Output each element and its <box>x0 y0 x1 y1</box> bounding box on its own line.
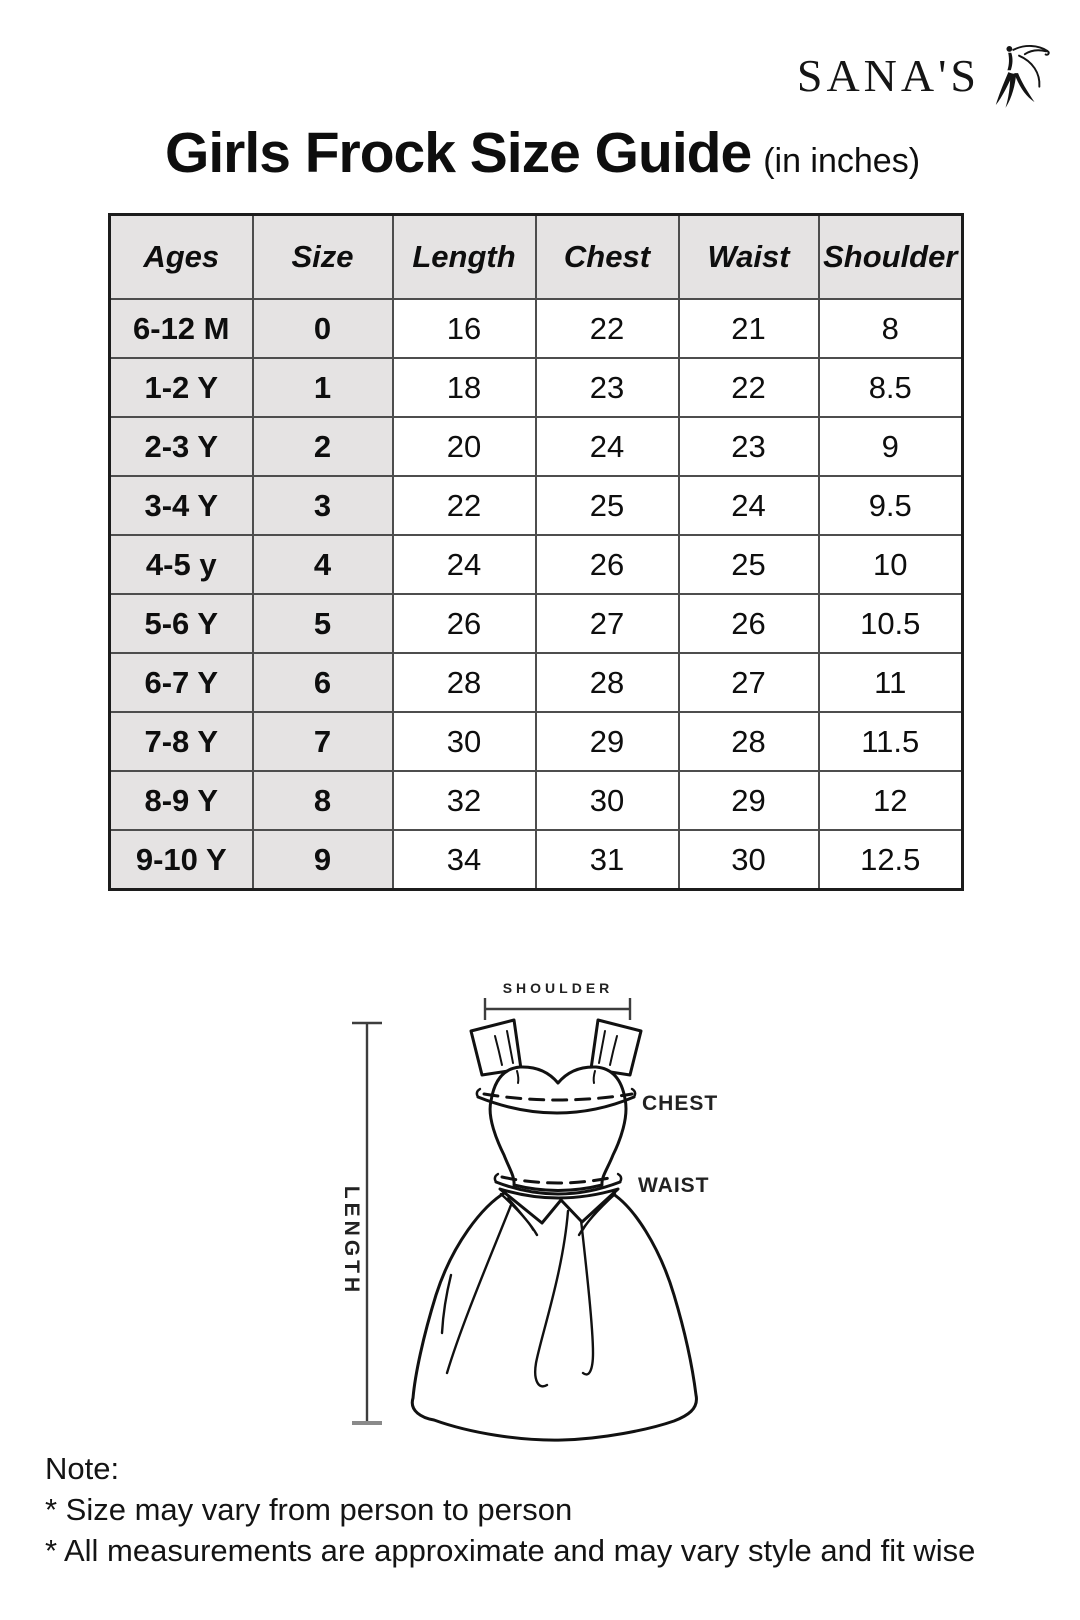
table-cell: 1-2 Y <box>110 358 253 417</box>
header-cell: Chest <box>536 215 679 300</box>
table-cell: 5 <box>253 594 393 653</box>
table-cell: 30 <box>393 712 536 771</box>
note-line: * All measurements are approximate and may vary style and fit wise <box>45 1533 976 1568</box>
table-cell: 26 <box>536 535 679 594</box>
table-cell: 3 <box>253 476 393 535</box>
table-row <box>110 417 963 476</box>
length-label: LENGTH <box>340 1185 363 1297</box>
shoulder-label: SHOULDER <box>502 980 614 996</box>
table-cell: 23 <box>679 417 819 476</box>
brand-logo <box>797 40 1050 112</box>
table-row <box>110 653 963 712</box>
shoulder-measure-line <box>485 998 630 1020</box>
table-row <box>110 594 963 653</box>
table-row <box>110 830 963 890</box>
notes-block <box>45 1448 975 1571</box>
header-cell: Waist <box>679 215 819 300</box>
table-cell: 2 <box>253 417 393 476</box>
table-cell: 27 <box>536 594 679 653</box>
header-cell: Ages <box>110 215 253 300</box>
frock-measurement-diagram <box>330 943 730 1448</box>
table-cell: 30 <box>679 830 819 890</box>
table-cell: 6 <box>253 653 393 712</box>
table-cell: 4-5 y <box>110 535 253 594</box>
table-cell: 9-10 Y <box>110 830 253 890</box>
table-cell: 28 <box>393 653 536 712</box>
table-cell: 22 <box>679 358 819 417</box>
note-line: * Size may vary from person to person <box>45 1492 573 1527</box>
page-title-text: Girls Frock Size Guide <box>165 121 752 185</box>
table-cell: 8-9 Y <box>110 771 253 830</box>
table-cell: 9 <box>253 830 393 890</box>
table-cell: 21 <box>679 299 819 358</box>
table-cell: 5-6 Y <box>110 594 253 653</box>
table-cell: 3-4 Y <box>110 476 253 535</box>
page-title-unit: (in inches) <box>763 142 921 180</box>
table-cell: 9.5 <box>819 476 963 535</box>
table-cell: 34 <box>393 830 536 890</box>
size-guide-table <box>108 213 964 891</box>
table-cell: 12.5 <box>819 830 963 890</box>
brand-name: SANA'S <box>796 50 980 101</box>
table-cell: 28 <box>679 712 819 771</box>
table-cell: 8 <box>253 771 393 830</box>
table-cell: 0 <box>253 299 393 358</box>
table-cell: 24 <box>536 417 679 476</box>
size-table-body <box>110 299 963 890</box>
table-cell: 26 <box>679 594 819 653</box>
table-cell: 6-7 Y <box>110 653 253 712</box>
table-cell: 27 <box>679 653 819 712</box>
header-cell: Size <box>253 215 393 300</box>
table-cell: 1 <box>253 358 393 417</box>
table-row <box>110 535 963 594</box>
table-cell: 18 <box>393 358 536 417</box>
table-cell: 8 <box>819 299 963 358</box>
table-cell: 11 <box>819 653 963 712</box>
table-cell: 10 <box>819 535 963 594</box>
waist-label: WAIST <box>638 1174 710 1197</box>
table-cell: 28 <box>536 653 679 712</box>
size-table-head <box>110 215 963 300</box>
chest-label: CHEST <box>642 1092 719 1115</box>
header-row <box>110 215 963 300</box>
table-cell: 16 <box>393 299 536 358</box>
table-cell: 4 <box>253 535 393 594</box>
table-cell: 10.5 <box>819 594 963 653</box>
table-row <box>110 299 963 358</box>
notes-heading: Note: <box>45 1451 120 1486</box>
table-cell: 24 <box>393 535 536 594</box>
table-cell: 11.5 <box>819 712 963 771</box>
table-cell: 23 <box>536 358 679 417</box>
table-cell: 32 <box>393 771 536 830</box>
table-cell: 9 <box>819 417 963 476</box>
table-cell: 8.5 <box>819 358 963 417</box>
table-row <box>110 476 963 535</box>
header-cell: Length <box>393 215 536 300</box>
table-cell: 22 <box>393 476 536 535</box>
table-cell: 31 <box>536 830 679 890</box>
table-row <box>110 712 963 771</box>
gown-swoosh-icon <box>990 40 1050 112</box>
table-cell: 2-3 Y <box>110 417 253 476</box>
page-title <box>165 120 920 186</box>
table-cell: 30 <box>536 771 679 830</box>
table-cell: 25 <box>679 535 819 594</box>
table-cell: 25 <box>536 476 679 535</box>
table-cell: 12 <box>819 771 963 830</box>
table-row <box>110 358 963 417</box>
table-cell: 26 <box>393 594 536 653</box>
table-cell: 29 <box>536 712 679 771</box>
table-cell: 6-12 M <box>110 299 253 358</box>
dress-sketch <box>412 1020 696 1440</box>
table-cell: 7 <box>253 712 393 771</box>
header-cell: Shoulder <box>819 215 963 300</box>
table-cell: 22 <box>536 299 679 358</box>
table-cell: 24 <box>679 476 819 535</box>
table-cell: 7-8 Y <box>110 712 253 771</box>
table-cell: 20 <box>393 417 536 476</box>
table-cell: 29 <box>679 771 819 830</box>
table-row <box>110 771 963 830</box>
